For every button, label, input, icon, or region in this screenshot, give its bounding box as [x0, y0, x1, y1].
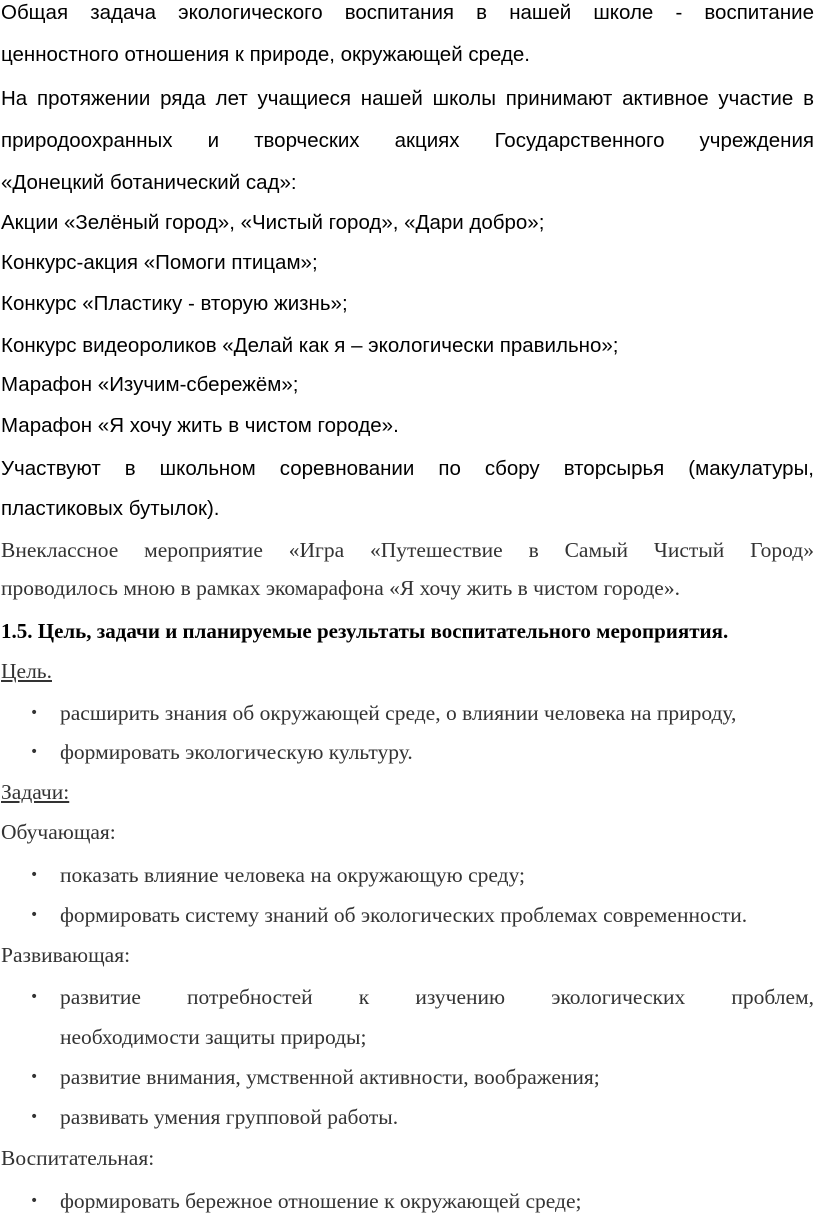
list-item — [30, 862, 814, 888]
paragraph-line: Конкурс-акция «Помоги птицам»; — [1, 251, 318, 274]
paragraph-line: пластиковых бутылок). — [1, 497, 220, 520]
paragraph-line: ценностного отношения к природе, окружающей среде. — [1, 43, 530, 66]
list-item-text: формировать систему знаний об экологических проблемах современности. — [60, 903, 748, 927]
list-item-text: развитие внимания, умственной активности, воображения; — [60, 1065, 600, 1089]
bullet-icon: • — [30, 1109, 39, 1125]
list-item-continuation — [30, 1024, 814, 1050]
bullet-icon: • — [30, 705, 39, 721]
list-item — [30, 1064, 814, 1090]
paragraph-line: На протяжении ряда лет учащиеся нашей школы принимают активное участие в — [1, 87, 814, 110]
paragraph-line: Акции «Зелёный город», «Чистый город», «Дари добро»; — [1, 211, 545, 234]
educational-label: Воспитательная: — [1, 1146, 155, 1170]
paragraph-line: Конкурс видеороликов «Делай как я – экологически правильно»; — [1, 334, 619, 357]
goal-label: Цель. — [1, 659, 52, 683]
list-item-text: развитие потребностей к изучению экологических проблем, — [60, 985, 814, 1009]
tasks-label: Задачи: — [1, 780, 70, 804]
list-item-text: развивать умения групповой работы. — [60, 1105, 399, 1129]
list-item-text: показать влияние человека на окружающую среду; — [60, 863, 526, 887]
list-item — [30, 739, 814, 765]
bullet-icon: • — [30, 744, 39, 760]
paragraph-line: Участвуют в школьном соревновании по сбору вторсырья (макулатуры, — [1, 457, 814, 480]
list-item — [30, 902, 814, 928]
developing-label: Развивающая: — [1, 943, 131, 967]
list-item — [30, 700, 814, 726]
section-heading: 1.5. Цель, задачи и планируемые результаты воспитательного мероприятия. — [1, 619, 729, 643]
list-item-text: расширить знания об окружающей среде, о влиянии человека на природу, — [60, 701, 737, 725]
paragraph-line: Марафон «Изучим-сбережём»; — [1, 373, 299, 396]
paragraph-line: «Донецкий ботанический сад»: — [1, 171, 297, 194]
bullet-icon: • — [30, 867, 39, 883]
paragraph-line: природоохранных и творческих акциях Государственного учреждения — [1, 129, 814, 152]
list-item — [30, 1104, 814, 1130]
list-item-text: необходимости защиты природы; — [60, 1025, 367, 1049]
paragraph-line: Марафон «Я хочу жить в чистом городе». — [1, 414, 399, 437]
list-item — [30, 984, 814, 1010]
paragraph-line: проводилось мною в рамках экомарафона «Я хочу жить в чистом городе». — [1, 576, 680, 600]
list-item-text: формировать бережное отношение к окружающей среде; — [60, 1189, 582, 1213]
paragraph-line: Конкурс «Пластику - вторую жизнь»; — [1, 292, 348, 315]
bullet-icon: • — [30, 1193, 39, 1209]
teaching-label: Обучающая: — [1, 820, 116, 844]
bullet-icon: • — [30, 907, 39, 923]
list-item-text: формировать экологическую культуру. — [60, 740, 413, 764]
paragraph-line: Общая задача экологического воспитания в нашей школе - воспитание — [1, 1, 814, 24]
list-item — [30, 1188, 814, 1214]
paragraph-line: Внеклассное мероприятие «Игра «Путешествие в Самый Чистый Город» — [1, 538, 814, 562]
bullet-icon: • — [30, 1069, 39, 1085]
bullet-icon: • — [30, 989, 39, 1005]
